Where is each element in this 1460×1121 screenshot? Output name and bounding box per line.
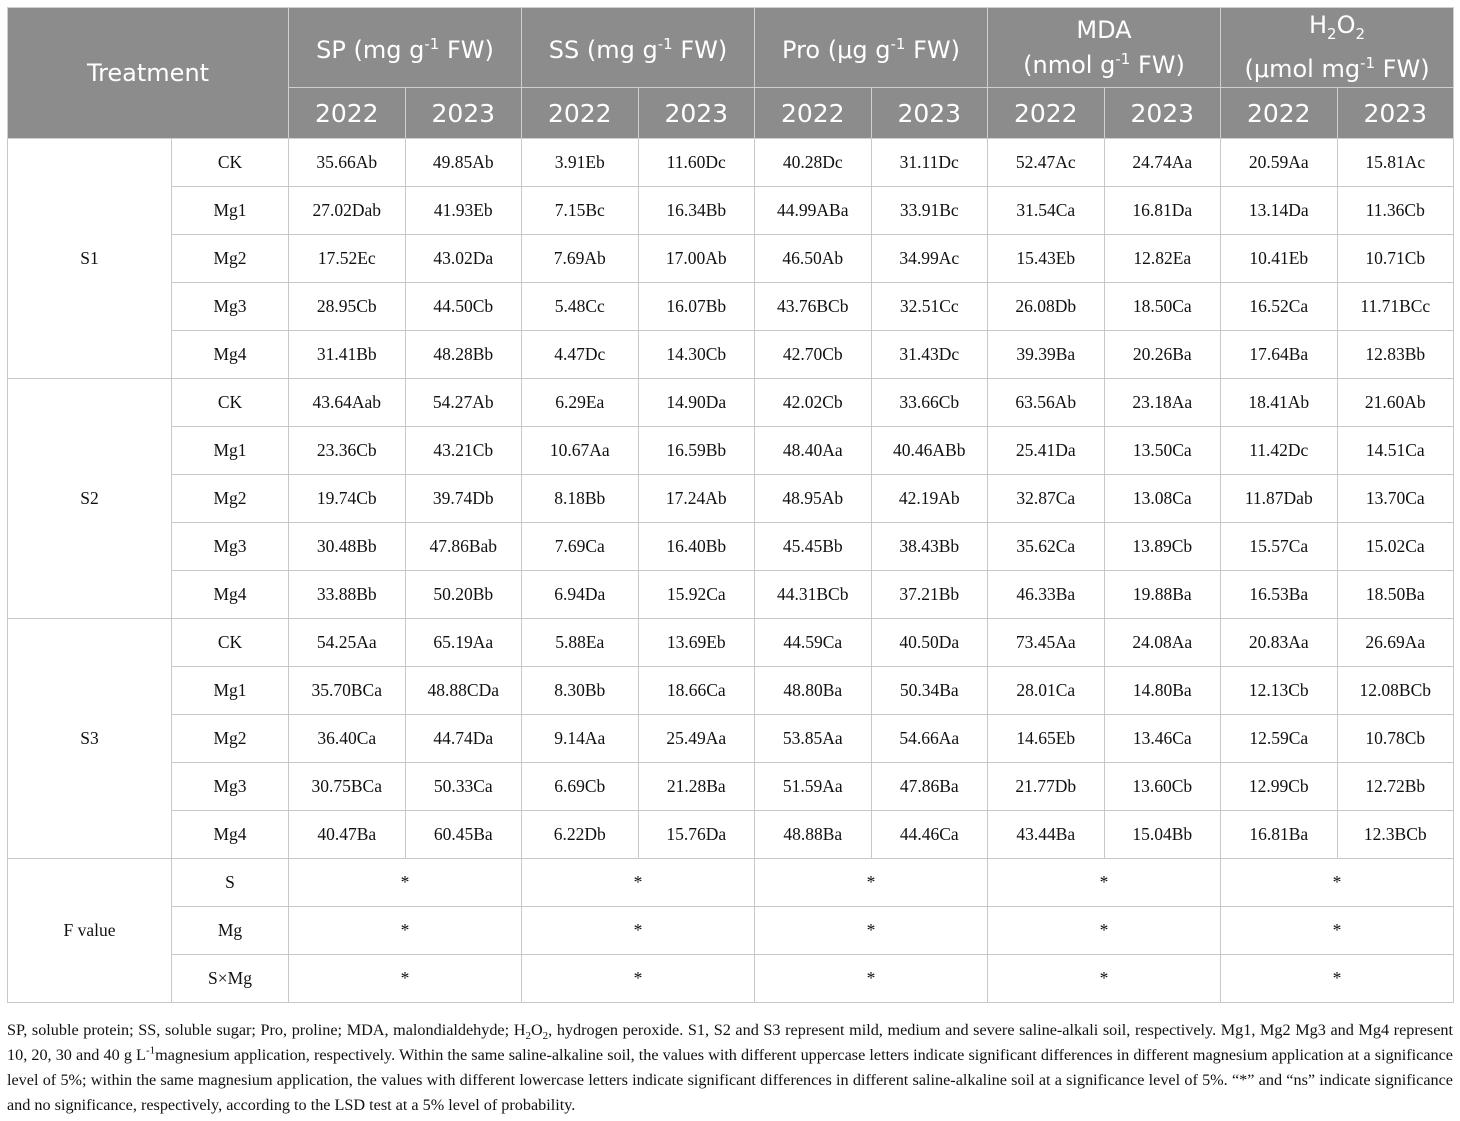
value-cell: 48.80Ba bbox=[755, 667, 872, 715]
year-header: 2023 bbox=[1337, 88, 1454, 139]
treatment-label: Mg4 bbox=[172, 811, 289, 859]
value-cell: 48.88Ba bbox=[755, 811, 872, 859]
year-header: 2022 bbox=[1221, 88, 1338, 139]
value-cell: 16.34Bb bbox=[638, 187, 755, 235]
value-cell: 21.60Ab bbox=[1337, 379, 1454, 427]
header-pro: Pro (μg $g^{-1}$ FW) bbox=[755, 8, 988, 88]
value-cell: 18.50Ca bbox=[1104, 283, 1221, 331]
year-header: 2022 bbox=[988, 88, 1105, 139]
value-cell: 42.70Cb bbox=[755, 331, 872, 379]
value-cell: 51.59Aa bbox=[755, 763, 872, 811]
value-cell: 14.65Eb bbox=[988, 715, 1105, 763]
value-cell: 33.66Cb bbox=[871, 379, 988, 427]
significance-cell: * bbox=[289, 907, 522, 955]
significance-cell: * bbox=[1221, 859, 1454, 907]
year-header: 2022 bbox=[289, 88, 406, 139]
soil-label: S1 bbox=[8, 139, 172, 379]
value-cell: 17.24Ab bbox=[638, 475, 755, 523]
value-cell: 31.43Dc bbox=[871, 331, 988, 379]
treatment-label: Mg1 bbox=[172, 667, 289, 715]
value-cell: 63.56Ab bbox=[988, 379, 1105, 427]
value-cell: 5.88Ea bbox=[522, 619, 639, 667]
value-cell: 32.87Ca bbox=[988, 475, 1105, 523]
value-cell: 47.86Bab bbox=[405, 523, 522, 571]
value-cell: 9.14Aa bbox=[522, 715, 639, 763]
value-cell: 6.22Db bbox=[522, 811, 639, 859]
value-cell: 25.49Aa bbox=[638, 715, 755, 763]
soil-label: S3 bbox=[8, 619, 172, 859]
table-row bbox=[8, 715, 1454, 763]
value-cell: 45.45Bb bbox=[755, 523, 872, 571]
header-ss: SS (mg $g^{-1}$ FW) bbox=[522, 8, 755, 88]
value-cell: 43.02Da bbox=[405, 235, 522, 283]
factor-label: Mg bbox=[172, 907, 289, 955]
year-header: 2023 bbox=[405, 88, 522, 139]
value-cell: 16.81Da bbox=[1104, 187, 1221, 235]
results-table bbox=[7, 7, 1454, 1003]
value-cell: 43.64Aab bbox=[289, 379, 406, 427]
treatment-label: Mg2 bbox=[172, 475, 289, 523]
value-cell: 48.28Bb bbox=[405, 331, 522, 379]
value-cell: 38.43Bb bbox=[871, 523, 988, 571]
value-cell: 15.43Eb bbox=[988, 235, 1105, 283]
value-cell: 12.08BCb bbox=[1337, 667, 1454, 715]
value-cell: 14.90Da bbox=[638, 379, 755, 427]
value-cell: 54.66Aa bbox=[871, 715, 988, 763]
value-cell: 42.19Ab bbox=[871, 475, 988, 523]
treatment-label: Mg1 bbox=[172, 187, 289, 235]
table-row bbox=[8, 331, 1454, 379]
value-cell: 31.54Ca bbox=[988, 187, 1105, 235]
treatment-label: Mg3 bbox=[172, 283, 289, 331]
value-cell: 44.46Ca bbox=[871, 811, 988, 859]
value-cell: 13.89Cb bbox=[1104, 523, 1221, 571]
value-cell: 40.28Dc bbox=[755, 139, 872, 187]
value-cell: 12.59Ca bbox=[1221, 715, 1338, 763]
value-cell: 54.25Aa bbox=[289, 619, 406, 667]
value-cell: 12.82Ea bbox=[1104, 235, 1221, 283]
value-cell: 16.59Bb bbox=[638, 427, 755, 475]
value-cell: 18.66Ca bbox=[638, 667, 755, 715]
value-cell: 30.75BCa bbox=[289, 763, 406, 811]
value-cell: 32.51Cc bbox=[871, 283, 988, 331]
significance-cell: * bbox=[755, 859, 988, 907]
value-cell: 33.88Bb bbox=[289, 571, 406, 619]
fvalue-row bbox=[8, 955, 1454, 1003]
value-cell: 30.48Bb bbox=[289, 523, 406, 571]
value-cell: 7.69Ab bbox=[522, 235, 639, 283]
value-cell: 50.33Ca bbox=[405, 763, 522, 811]
value-cell: 14.51Ca bbox=[1337, 427, 1454, 475]
value-cell: 10.78Cb bbox=[1337, 715, 1454, 763]
value-cell: 24.74Aa bbox=[1104, 139, 1221, 187]
value-cell: 6.29Ea bbox=[522, 379, 639, 427]
value-cell: 40.47Ba bbox=[289, 811, 406, 859]
year-header: 2023 bbox=[1104, 88, 1221, 139]
value-cell: 18.41Ab bbox=[1221, 379, 1338, 427]
value-cell: 48.95Ab bbox=[755, 475, 872, 523]
value-cell: 17.52Ec bbox=[289, 235, 406, 283]
value-cell: 7.69Ca bbox=[522, 523, 639, 571]
value-cell: 44.59Ca bbox=[755, 619, 872, 667]
value-cell: 8.30Bb bbox=[522, 667, 639, 715]
table-row bbox=[8, 283, 1454, 331]
value-cell: 13.50Ca bbox=[1104, 427, 1221, 475]
significance-cell: * bbox=[755, 955, 988, 1003]
value-cell: 19.88Ba bbox=[1104, 571, 1221, 619]
value-cell: 47.86Ba bbox=[871, 763, 988, 811]
table-row bbox=[8, 667, 1454, 715]
value-cell: 5.48Cc bbox=[522, 283, 639, 331]
fvalue-row bbox=[8, 859, 1454, 907]
table-row bbox=[8, 571, 1454, 619]
significance-cell: * bbox=[755, 907, 988, 955]
value-cell: 21.77Db bbox=[988, 763, 1105, 811]
value-cell: 19.74Cb bbox=[289, 475, 406, 523]
table-row bbox=[8, 379, 1454, 427]
table-row bbox=[8, 763, 1454, 811]
value-cell: 44.99ABa bbox=[755, 187, 872, 235]
value-cell: 41.93Eb bbox=[405, 187, 522, 235]
value-cell: 20.26Ba bbox=[1104, 331, 1221, 379]
value-cell: 13.46Ca bbox=[1104, 715, 1221, 763]
significance-cell: * bbox=[522, 955, 755, 1003]
value-cell: 17.00Ab bbox=[638, 235, 755, 283]
value-cell: 12.13Cb bbox=[1221, 667, 1338, 715]
value-cell: 12.72Bb bbox=[1337, 763, 1454, 811]
value-cell: 65.19Aa bbox=[405, 619, 522, 667]
value-cell: 10.71Cb bbox=[1337, 235, 1454, 283]
value-cell: 50.34Ba bbox=[871, 667, 988, 715]
value-cell: 15.57Ca bbox=[1221, 523, 1338, 571]
year-header: 2022 bbox=[755, 88, 872, 139]
value-cell: 43.76BCb bbox=[755, 283, 872, 331]
treatment-label: Mg2 bbox=[172, 235, 289, 283]
value-cell: 46.50Ab bbox=[755, 235, 872, 283]
factor-label: S bbox=[172, 859, 289, 907]
table-row bbox=[8, 523, 1454, 571]
year-header: 2023 bbox=[871, 88, 988, 139]
value-cell: 7.15Bc bbox=[522, 187, 639, 235]
significance-cell: * bbox=[1221, 955, 1454, 1003]
value-cell: 15.04Bb bbox=[1104, 811, 1221, 859]
value-cell: 16.40Bb bbox=[638, 523, 755, 571]
table-row bbox=[8, 187, 1454, 235]
value-cell: 33.91Bc bbox=[871, 187, 988, 235]
table-footnote: SP, soluble protein; SS, soluble sugar; Pro, proline; MDA, malondialdehyde; $H_2O_2$, hydrogen peroxide. S1, S2 and S3 represent mild, medium and severe saline-alkali soil, respectively. Mg1, Mg2 Mg3 and Mg4 represent 10, 20, 30 and 40 g $L^{-1}magnesium$ application, respectively. Within the same saline-alkaline soil, the values with different uppercase letters indicate significant differences in different magnesium application at a significance level of 5%; within the same magnesium application, the values with different lowercase letters indicate significant differences in different saline-alkaline soil at a significance level of 5%. “*” and “ns” indicate significance and no significance, respectively, according to the LSD test at a 5% level of probability. bbox=[7, 1021, 1454, 1114]
value-cell: 17.64Ba bbox=[1221, 331, 1338, 379]
treatment-label: CK bbox=[172, 619, 289, 667]
value-cell: 4.47Dc bbox=[522, 331, 639, 379]
significance-cell: * bbox=[289, 859, 522, 907]
header-sp: SP (mg $g^{-1}$ FW) bbox=[289, 8, 522, 88]
value-cell: 60.45Ba bbox=[405, 811, 522, 859]
value-cell: 15.92Ca bbox=[638, 571, 755, 619]
value-cell: 8.18Bb bbox=[522, 475, 639, 523]
value-cell: 28.95Cb bbox=[289, 283, 406, 331]
value-cell: 34.99Ac bbox=[871, 235, 988, 283]
year-header: 2022 bbox=[522, 88, 639, 139]
value-cell: 26.08Db bbox=[988, 283, 1105, 331]
value-cell: 53.85Aa bbox=[755, 715, 872, 763]
value-cell: 28.01Ca bbox=[988, 667, 1105, 715]
value-cell: 14.80Ba bbox=[1104, 667, 1221, 715]
value-cell: 16.07Bb bbox=[638, 283, 755, 331]
value-cell: 20.59Aa bbox=[1221, 139, 1338, 187]
value-cell: 11.87Dab bbox=[1221, 475, 1338, 523]
value-cell: 12.3BCb bbox=[1337, 811, 1454, 859]
value-cell: 10.67Aa bbox=[522, 427, 639, 475]
table-row bbox=[8, 619, 1454, 667]
value-cell: 35.62Ca bbox=[988, 523, 1105, 571]
treatment-label: Mg3 bbox=[172, 523, 289, 571]
value-cell: 16.52Ca bbox=[1221, 283, 1338, 331]
value-cell: 44.31BCb bbox=[755, 571, 872, 619]
value-cell: 12.99Cb bbox=[1221, 763, 1338, 811]
value-cell: 18.50Ba bbox=[1337, 571, 1454, 619]
soil-label: S2 bbox=[8, 379, 172, 619]
table-row bbox=[8, 139, 1454, 187]
value-cell: 46.33Ba bbox=[988, 571, 1105, 619]
value-cell: 6.94Da bbox=[522, 571, 639, 619]
value-cell: 13.69Eb bbox=[638, 619, 755, 667]
value-cell: 43.21Cb bbox=[405, 427, 522, 475]
value-cell: 44.50Cb bbox=[405, 283, 522, 331]
value-cell: 15.81Ac bbox=[1337, 139, 1454, 187]
table-row bbox=[8, 475, 1454, 523]
treatment-label: Mg1 bbox=[172, 427, 289, 475]
value-cell: 11.60Dc bbox=[638, 139, 755, 187]
treatment-label: Mg3 bbox=[172, 763, 289, 811]
value-cell: 40.50Da bbox=[871, 619, 988, 667]
value-cell: 13.60Cb bbox=[1104, 763, 1221, 811]
value-cell: 39.39Ba bbox=[988, 331, 1105, 379]
header-h2o2: $H_2O_2$ (μmol $mg^{-1}$ FW) bbox=[1221, 8, 1454, 88]
year-header: 2023 bbox=[638, 88, 755, 139]
value-cell: 11.42Dc bbox=[1221, 427, 1338, 475]
value-cell: 25.41Da bbox=[988, 427, 1105, 475]
value-cell: 35.70BCa bbox=[289, 667, 406, 715]
significance-cell: * bbox=[522, 859, 755, 907]
significance-cell: * bbox=[988, 955, 1221, 1003]
header-treatment: Treatment bbox=[8, 8, 289, 139]
table-row bbox=[8, 811, 1454, 859]
value-cell: 48.40Aa bbox=[755, 427, 872, 475]
value-cell: 73.45Aa bbox=[988, 619, 1105, 667]
treatment-label: Mg4 bbox=[172, 331, 289, 379]
significance-cell: * bbox=[988, 907, 1221, 955]
significance-cell: * bbox=[988, 859, 1221, 907]
value-cell: 13.08Ca bbox=[1104, 475, 1221, 523]
value-cell: 23.36Cb bbox=[289, 427, 406, 475]
value-cell: 43.44Ba bbox=[988, 811, 1105, 859]
fvalue-label: F value bbox=[8, 859, 172, 1003]
value-cell: 13.14Da bbox=[1221, 187, 1338, 235]
significance-cell: * bbox=[1221, 907, 1454, 955]
value-cell: 40.46ABb bbox=[871, 427, 988, 475]
value-cell: 37.21Bb bbox=[871, 571, 988, 619]
value-cell: 31.11Dc bbox=[871, 139, 988, 187]
treatment-label: Mg2 bbox=[172, 715, 289, 763]
value-cell: 36.40Ca bbox=[289, 715, 406, 763]
treatment-label: CK bbox=[172, 139, 289, 187]
value-cell: 16.53Ba bbox=[1221, 571, 1338, 619]
value-cell: 14.30Cb bbox=[638, 331, 755, 379]
header-mda: MDA (nmol $g^{-1}$ FW) bbox=[988, 8, 1221, 88]
fvalue-row bbox=[8, 907, 1454, 955]
value-cell: 3.91Eb bbox=[522, 139, 639, 187]
value-cell: 15.02Ca bbox=[1337, 523, 1454, 571]
value-cell: 50.20Bb bbox=[405, 571, 522, 619]
value-cell: 6.69Cb bbox=[522, 763, 639, 811]
value-cell: 20.83Aa bbox=[1221, 619, 1338, 667]
factor-label: S×Mg bbox=[172, 955, 289, 1003]
value-cell: 11.71BCc bbox=[1337, 283, 1454, 331]
value-cell: 24.08Aa bbox=[1104, 619, 1221, 667]
value-cell: 26.69Aa bbox=[1337, 619, 1454, 667]
treatment-label: Mg4 bbox=[172, 571, 289, 619]
value-cell: 39.74Db bbox=[405, 475, 522, 523]
value-cell: 52.47Ac bbox=[988, 139, 1105, 187]
value-cell: 35.66Ab bbox=[289, 139, 406, 187]
value-cell: 44.74Da bbox=[405, 715, 522, 763]
value-cell: 42.02Cb bbox=[755, 379, 872, 427]
value-cell: 21.28Ba bbox=[638, 763, 755, 811]
value-cell: 54.27Ab bbox=[405, 379, 522, 427]
value-cell: 48.88CDa bbox=[405, 667, 522, 715]
value-cell: 10.41Eb bbox=[1221, 235, 1338, 283]
value-cell: 49.85Ab bbox=[405, 139, 522, 187]
value-cell: 11.36Cb bbox=[1337, 187, 1454, 235]
value-cell: 16.81Ba bbox=[1221, 811, 1338, 859]
table-row bbox=[8, 235, 1454, 283]
value-cell: 12.83Bb bbox=[1337, 331, 1454, 379]
value-cell: 23.18Aa bbox=[1104, 379, 1221, 427]
value-cell: 31.41Bb bbox=[289, 331, 406, 379]
table-row bbox=[8, 427, 1454, 475]
value-cell: 27.02Dab bbox=[289, 187, 406, 235]
value-cell: 13.70Ca bbox=[1337, 475, 1454, 523]
significance-cell: * bbox=[289, 955, 522, 1003]
significance-cell: * bbox=[522, 907, 755, 955]
treatment-label: CK bbox=[172, 379, 289, 427]
value-cell: 15.76Da bbox=[638, 811, 755, 859]
